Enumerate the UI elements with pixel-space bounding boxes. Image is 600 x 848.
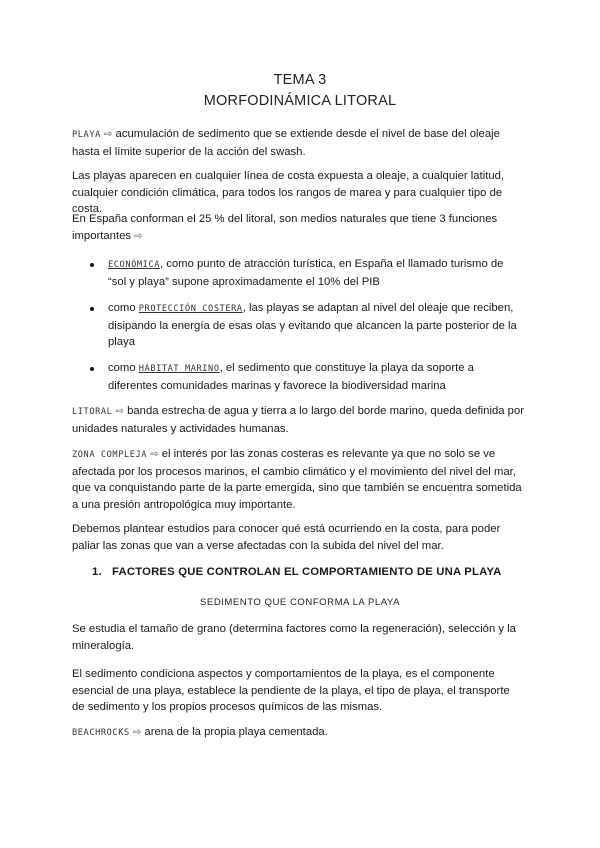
tema-number: TEMA 3 — [273, 72, 327, 88]
term-zona-compleja: ZONA COMPLEJA — [72, 450, 148, 460]
page-title: MORFODINÁMICA LITORAL — [203, 93, 397, 109]
paragraph-sedimento: El sedimento condiciona aspectos y comportamientos de la playa, es el componente esencial de una playa, establece la pendiente de la playa, el tipo de playa, el transporte de sedimento y los propios procesos químicos de las mismas. — [72, 668, 510, 714]
bullet-dot-icon — [90, 367, 94, 371]
bullet-item-proteccion — [92, 300, 524, 351]
paragraph-grano: Se estudia el tamaño de grano (determina factores como la regeneración), selección y la mineralogía. — [72, 623, 516, 652]
espana-text: En España conforman el 25 % del litoral, son medios naturales que tiene 3 funciones importantes — [72, 213, 498, 242]
litoral-definition — [72, 403, 524, 437]
litoral-text: banda estrecha de agua y tierra a lo largo del borde marino, queda definida por unidades naturales y actividades humanas. — [72, 405, 525, 435]
zona-compleja-definition — [72, 446, 524, 513]
playa-definition — [72, 126, 524, 160]
bullet-dot-icon — [90, 307, 94, 311]
term-proteccion-costera: PROTECCIÓN COSTERA — [138, 304, 243, 314]
section-heading — [92, 566, 532, 578]
bullet-text: , el sedimento que constituye la playa da soporte a diferentes comunidades marinas y favorece la biodiversidad marina — [108, 362, 474, 392]
bullet-prefix: como — [108, 362, 139, 374]
arrow-icon: ⇨ — [104, 129, 113, 140]
paragraph-estudios: Debemos plantear estudios para conocer qué está ocurriendo en la costa, para poder paliar las zonas que van a verse afectadas con la subida del nivel del mar. — [72, 523, 501, 552]
term-beachrocks: BEACHROCKS — [72, 728, 130, 738]
bullet-text: , como punto de atracción turística, en España el llamado turismo de “sol y playa” supone aproximadamente el 10% del PIB — [108, 258, 504, 288]
bullet-item-habitat — [92, 360, 524, 394]
term-economica: ECONÓMICA — [108, 260, 160, 270]
term-playa: PLAYA — [72, 130, 101, 140]
paragraph-costas: Las playas aparecen en cualquier línea de costa expuesta a oleaje, a cualquier latitud, cualquier condición climática, para todos los rangos de marea y para cualquier tipo de costa. — [72, 170, 505, 216]
section-number: 1. — [92, 566, 102, 578]
subheading: SEDIMENTO QUE CONFORMA LA PLAYA — [200, 597, 400, 608]
beachrocks-definition — [72, 724, 524, 742]
beachrocks-text: arena de la propia playa cementada. — [144, 726, 328, 738]
arrow-icon: ⇨ — [115, 406, 124, 417]
arrow-icon: ⇨ — [134, 230, 143, 242]
bullet-prefix: como — [108, 302, 139, 314]
section-title: FACTORES QUE CONTROLAN EL COMPORTAMIENTO DE UNA PLAYA — [112, 566, 502, 578]
arrow-icon: ⇨ — [132, 727, 142, 738]
zona-text: el interés por las zonas costeras es relevante ya que no solo se ve afectada por los procesos marinos, el cambio climático y el movimiento del nivel del mar, que va conquistando parte de la parte emergida, sino que también se encuentra sometida a una presión antropológica muy importante. — [72, 448, 522, 511]
bullet-item-economica — [92, 256, 524, 290]
term-habitat-marino: HÁBITAT MARINO — [138, 364, 220, 374]
bullet-dot-icon — [90, 263, 94, 267]
bullet-text: , las playas se adaptan al nivel del oleaje que reciben, disipando la energía de esas olas y evitando que alcancen la parte posterior de la playa — [108, 302, 517, 349]
playa-text: acumulación de sedimento que se extiende desde el nivel de base del oleaje hasta el límite superior de la acción del swash. — [72, 128, 500, 158]
paragraph-espana — [72, 211, 524, 245]
arrow-icon: ⇨ — [150, 449, 159, 460]
term-litoral: LITORAL — [72, 407, 113, 417]
